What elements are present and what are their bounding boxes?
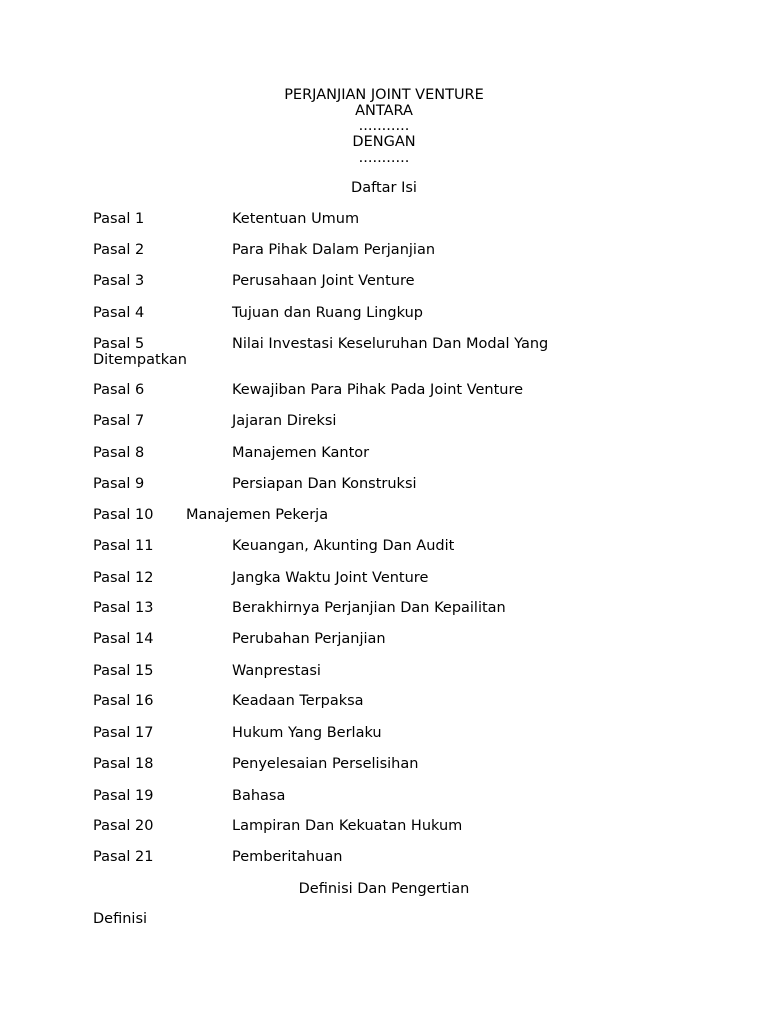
pasal-title: Keadaan Terpaksa: [232, 693, 364, 709]
section-heading: Definisi Dan Pengertian: [298, 881, 470, 897]
section-subheading: Definisi: [93, 911, 148, 927]
pasal-title: Para Pihak Dalam Perjanjian: [232, 242, 436, 258]
pasal-number: Pasal 16: [93, 693, 154, 709]
pasal-title-continuation: Ditempatkan: [93, 352, 187, 368]
pasal-title: Jangka Waktu Joint Venture: [232, 570, 429, 586]
pasal-number: Pasal 20: [93, 818, 154, 834]
pasal-number: Pasal 13: [93, 600, 154, 616]
party-placeholder-2: ...........: [358, 150, 410, 166]
pasal-title: Nilai Investasi Keseluruhan Dan Modal Yang: [232, 336, 549, 352]
pasal-number: Pasal 12: [93, 570, 154, 586]
pasal-number: Pasal 17: [93, 725, 154, 741]
pasal-title: Pemberitahuan: [232, 849, 343, 865]
pasal-number: Pasal 7: [93, 413, 145, 429]
pasal-title: Kewajiban Para Pihak Pada Joint Venture: [232, 382, 524, 398]
pasal-title: Perusahaan Joint Venture: [232, 273, 415, 289]
pasal-number: Pasal 4: [93, 305, 145, 321]
pasal-title: Berakhirnya Perjanjian Dan Kepailitan: [232, 600, 506, 616]
pasal-number: Pasal 6: [93, 382, 145, 398]
pasal-title: Persiapan Dan Konstruksi: [232, 476, 417, 492]
pasal-number: Pasal 9: [93, 476, 145, 492]
pasal-number: Pasal 15: [93, 663, 154, 679]
pasal-title: Ketentuan Umum: [232, 211, 360, 227]
pasal-title: Keuangan, Akunting Dan Audit: [232, 538, 455, 554]
pasal-title: Bahasa: [232, 788, 286, 804]
pasal-title: Perubahan Perjanjian: [232, 631, 386, 647]
pasal-number: Pasal 21: [93, 849, 154, 865]
toc-heading: Daftar Isi: [351, 180, 417, 196]
pasal-number: Pasal 5: [93, 336, 145, 352]
pasal-title: Wanprestasi: [232, 663, 321, 679]
pasal-number: Pasal 10: [93, 507, 154, 523]
pasal-number: Pasal 18: [93, 756, 154, 772]
pasal-number: Pasal 19: [93, 788, 154, 804]
document-title: PERJANJIAN JOINT VENTURE: [284, 87, 484, 103]
pasal-title: Manajemen Kantor: [232, 445, 370, 461]
pasal-title: Hukum Yang Berlaku: [232, 725, 382, 741]
pasal-number: Pasal 11: [93, 538, 154, 554]
antara-label: ANTARA: [355, 103, 413, 119]
pasal-number: Pasal 1: [93, 211, 145, 227]
pasal-title: Jajaran Direksi: [232, 413, 337, 429]
pasal-number: Pasal 3: [93, 273, 145, 289]
pasal-number: Pasal 14: [93, 631, 154, 647]
pasal-title: Lampiran Dan Kekuatan Hukum: [232, 818, 463, 834]
pasal-title: Penyelesaian Perselisihan: [232, 756, 419, 772]
pasal-title: Manajemen Pekerja: [186, 507, 329, 523]
party-placeholder-1: ...........: [358, 118, 410, 134]
pasal-number: Pasal 2: [93, 242, 145, 258]
pasal-title: Tujuan dan Ruang Lingkup: [232, 305, 423, 321]
dengan-label: DENGAN: [352, 134, 416, 150]
pasal-number: Pasal 8: [93, 445, 145, 461]
